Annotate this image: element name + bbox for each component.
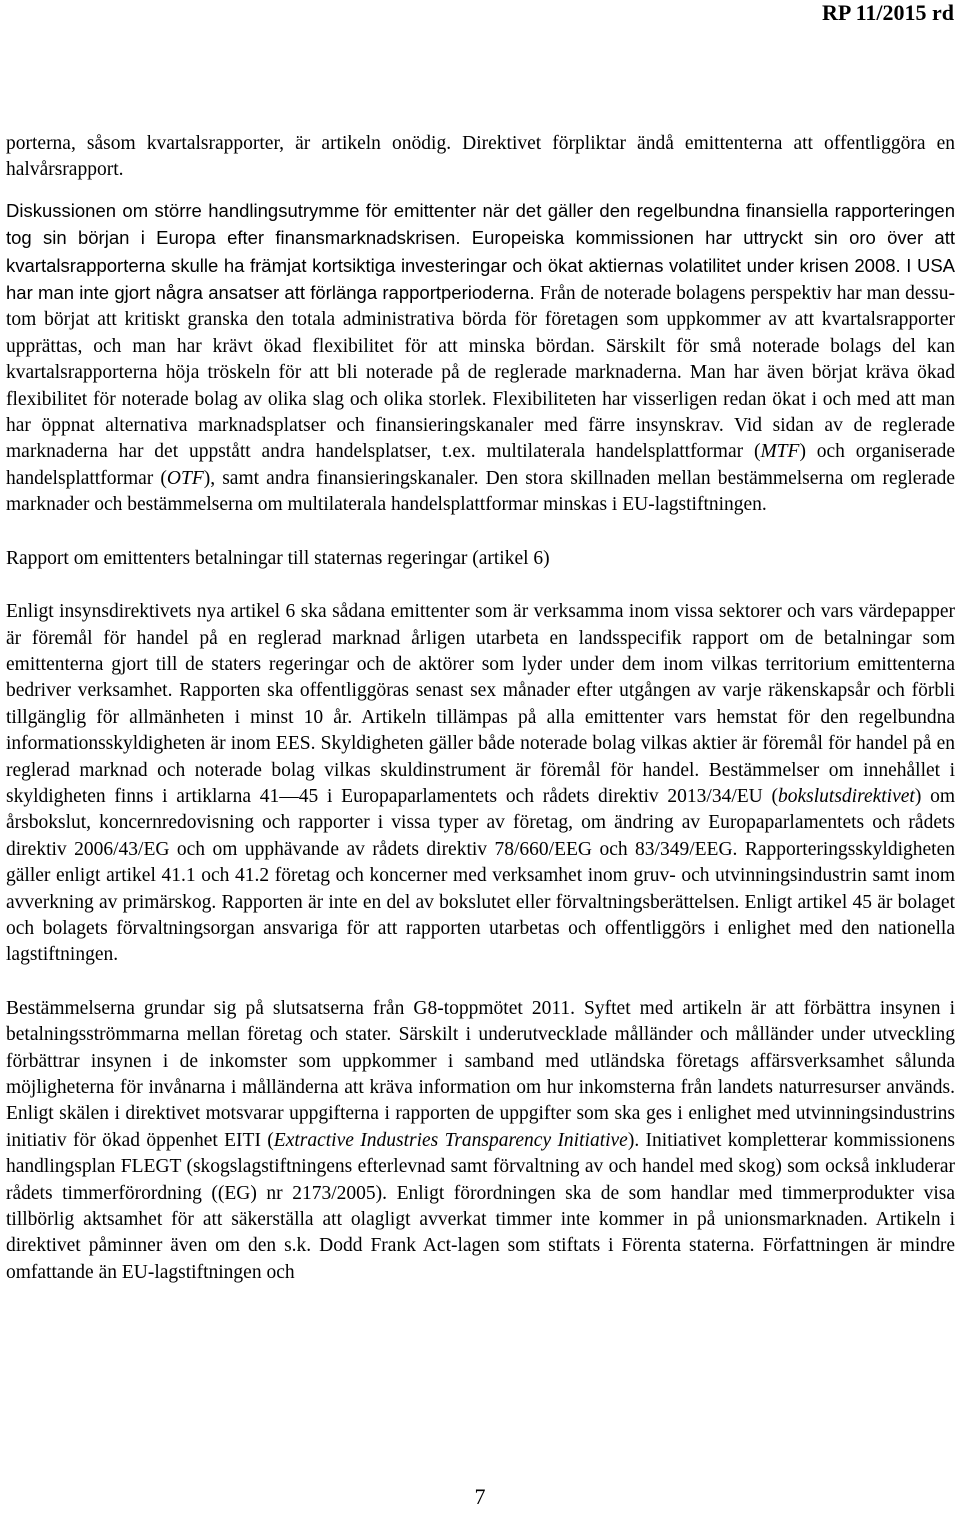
text-segment: ). Initiativet kompletterar kommissionens handlingsplan FLEGT (skogslagstiftningens efterlevnad samt förvaltning av och handel med skog) som också inkluderar rådets timmerförordning ((EG) nr 2173/2005). Enligt förordningen ska de som handlar med timmerprodukter visa tillbörlig aktsamhet för att säkerställa att olagligt avverkat timmer inte kommer in på unionsmarknaden. Artikeln i direktivet påminner även om den s.k. Dodd Frank Act-lagen som stiftats i Förenta staterna. Författningen är mindre omfattande än EU-lagstiftningen och	[6, 1129, 955, 1283]
text-segment: bokslutsdirektivet	[778, 785, 915, 807]
paragraph	[6, 996, 955, 1286]
text-segment: Bestämmelserna grundar sig på slutsatserna från G8-toppmötet 2011. Syftet med artikeln är att förbättra insynen i betalningsströmmarna mellan företag och stater. Särskilt i underutvecklade målländer och målländer under utveckling förbättrar insynen i de inkomster som uppkommer i samband med utländska företags affärsverksamhet sålunda möjligheterna för invånarna i målländerna att kräva information om hur inkomsterna från landets naturresurser används. Enligt skälen i direktivet motsvarar uppgifterna i rapporten de uppgifter som ska ges i enlighet med utvinningsindustrins initiativ för ökad öppenhet EITI (	[6, 997, 955, 1151]
text-segment: Diskussionen om större handlingsutrymme för emittenter när det gäller den regelbundna finansiella rapporteringen tog sin början i Europa efter finansmarknadskrisen. Europeiska kommissionen har uttryckt sin oro över att kvartalsrapporterna skulle ha främjat kortsiktiga investeringar och ökat aktiernas volatilitet under krisen 2008. I USA har man inte gjort några ansatser att förlänga rapportperioderna.	[6, 199, 955, 304]
text-segment: ) och organiserade handelsplattformar (	[6, 441, 955, 489]
paragraph	[6, 131, 955, 184]
text-segment: Enligt insynsdirektivets nya artikel 6 ska sådana emittenter som är verksamma inom vissa sektorer och vars värdepapper är föremål för handel på en reglerad marknad årligen utarbeta en landsspecifik rapport om de betalningar som emittenterna gjort till de staters regeringar och de aktörer som lyder under dem inom vilkas territorium emittenterna bedriver verksamhet. Rapporten ska offentliggöras senast sex månader efter utgången av varje räkenskapsår och förbli tillgänglig för allmänheten i minst 10 år. Artikeln tillämpas på alla emittenter vars hemstat för den regelbundna informationsskyldigheten är inom EES. Skyldigheten gäller både noterade bolag vilkas aktier är föremål för handel på en reglerad marknad och noterade bolag vilkas skuldinstrument är föremål för handel. Bestämmelser om innehållet i skyldigheten finns i artiklarna 41—45 i Europaparlamentets och rådets direktiv 2013/34/EU (	[6, 601, 955, 807]
text-segment: ), samt andra finansieringskanaler. Den stora skillnaden mellan bestämmelserna om reglerade marknader och bestämmelserna om multilaterala handelsplattformar minskas i EU-lagstiftningen.	[6, 467, 955, 516]
text-segment: Extractive Industries Transparency Initiative	[273, 1129, 628, 1151]
page-number: 7	[474, 1484, 486, 1509]
text-segment: MTF	[760, 441, 800, 463]
document-header: RP 11/2015 rd	[821, 0, 954, 25]
text-segment: OTF	[166, 467, 204, 489]
paragraph	[6, 599, 955, 969]
text-segment: Rapport om emittenters betalningar till staternas regeringar (artikel 6)	[6, 547, 550, 569]
section-heading	[6, 546, 955, 572]
text-segment: porterna, såsom kvartalsrapporter, är artikeln onödig. Direktivet förpliktar ändå emittenterna att offentliggöra en halvårsrapport.	[6, 133, 955, 181]
document-body	[6, 131, 955, 1286]
paragraph	[6, 198, 955, 519]
text-segment: Från de noterade bolagens perspektiv har man dessutom börjat att kritiskt granska den totala administrativa börda för företagen som uppkommer av att kvartalsrapporter upprättas, och man har krävt ökad flexibilitet för att minska bördan. Särskilt för små noterade bolags del kan kvartalsrapporterna höja tröskeln för att bli noterade på de reglerade marknaderna. Man har även börjat kräva ökad flexibilitet för noterade bolag av olika slag och olika storlek. Flexibiliteten har visserligen redan ökat i och med att man har öppnat alternativa marknadsplatser och finansieringskanaler med färre insynskrav. Vid sidan av de reglerade marknaderna har det uppstått andra handelsplatser, t.ex. multilaterala handelsplattformar (	[6, 283, 955, 463]
text-segment: ) om årsbokslut, koncernredovisning och rapporter i vissa typer av företag, om ändring av Europaparlamentets och rådets direktiv 2006/43/EG och om upphävande av rådets direktiv 78/660/EEG och 83/349/EEG. Rapporteringsskyldigheten gäller enligt artikel 41.1 och 41.2 företag och koncerner med verksamhet inom gruv- och utvinningsindustrin samt inom avverkning av primärskog. Rapporten är inte en del av bokslutet eller förvaltningsberättelsen. Enligt artikel 45 är bolaget och bolagets förvaltningsorgan ansvariga för att rapporten utarbetas och offentliggörs i enlighet med den nationella lagstiftningen.	[6, 785, 955, 966]
